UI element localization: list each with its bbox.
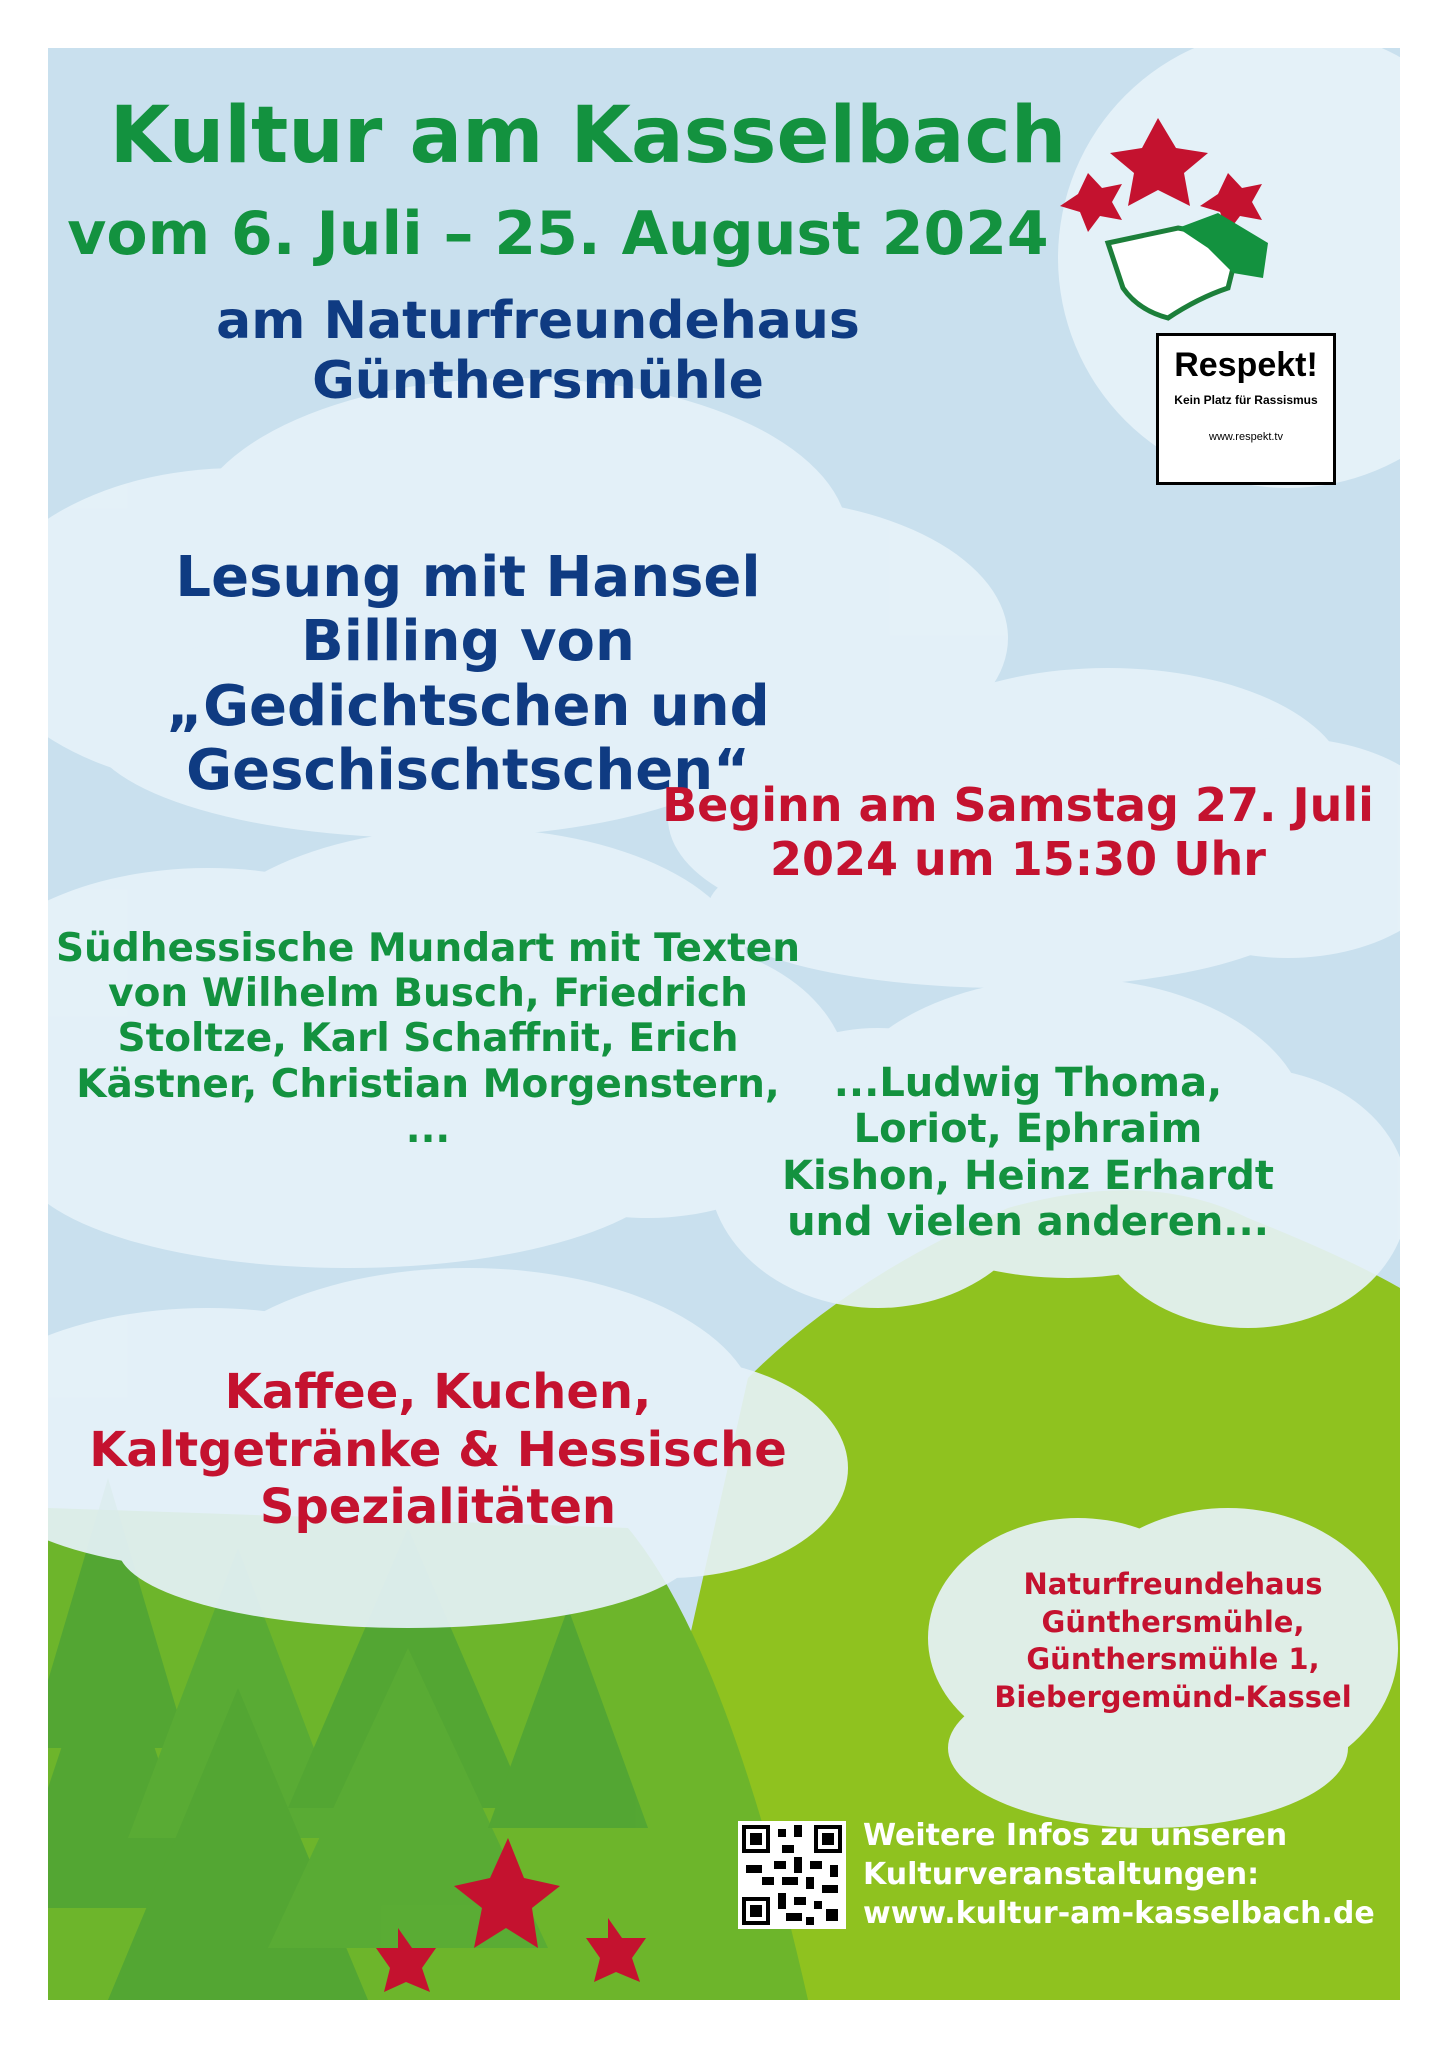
event-dates: vom 6. Juli – 25. August 2024 (67, 199, 1049, 269)
poster (48, 48, 1400, 2000)
respekt-subtitle: Kein Platz für Rassismus (1174, 393, 1318, 407)
event-title: Kultur am Kasselbach (109, 91, 1067, 181)
reading-heading: Lesung mit Hansel Billing von „Gedichtschen und Geschischtschen“ (166, 545, 770, 804)
refreshments: Kaffee, Kuchen, Kaltgetränke & Hessische Spezialitäten (89, 1364, 787, 1536)
venue-address: Naturfreundehaus Günthersmühle, Günthersmühle 1, Biebergemünd-Kassel (994, 1567, 1352, 1715)
respekt-title: Respekt! (1174, 346, 1318, 384)
more-info: Weitere Infos zu unseren Kulturveranstaltungen: www.kultur-am-kasselbach.de (863, 1818, 1375, 1931)
respekt-badge (1156, 333, 1336, 485)
respekt-url: www.respekt.tv (1209, 431, 1283, 443)
start-time: Beginn am Samstag 27. Juli 2024 um 15:30 Uhr (662, 778, 1374, 887)
venue-heading: am Naturfreundehaus Günthersmühle (216, 291, 860, 411)
qr-code-icon[interactable] (738, 1821, 846, 1929)
more-authors: ...Ludwig Thoma, Loriot, Ephraim Kishon, Heinz Erhardt und vielen anderen... (781, 1060, 1275, 1246)
mundart-description: Südhessische Mundart mit Texten von Wilhelm Busch, Friedrich Stoltze, Karl Schaffnit, Erich Kästner, Christian Morgenstern, ... (55, 926, 801, 1152)
